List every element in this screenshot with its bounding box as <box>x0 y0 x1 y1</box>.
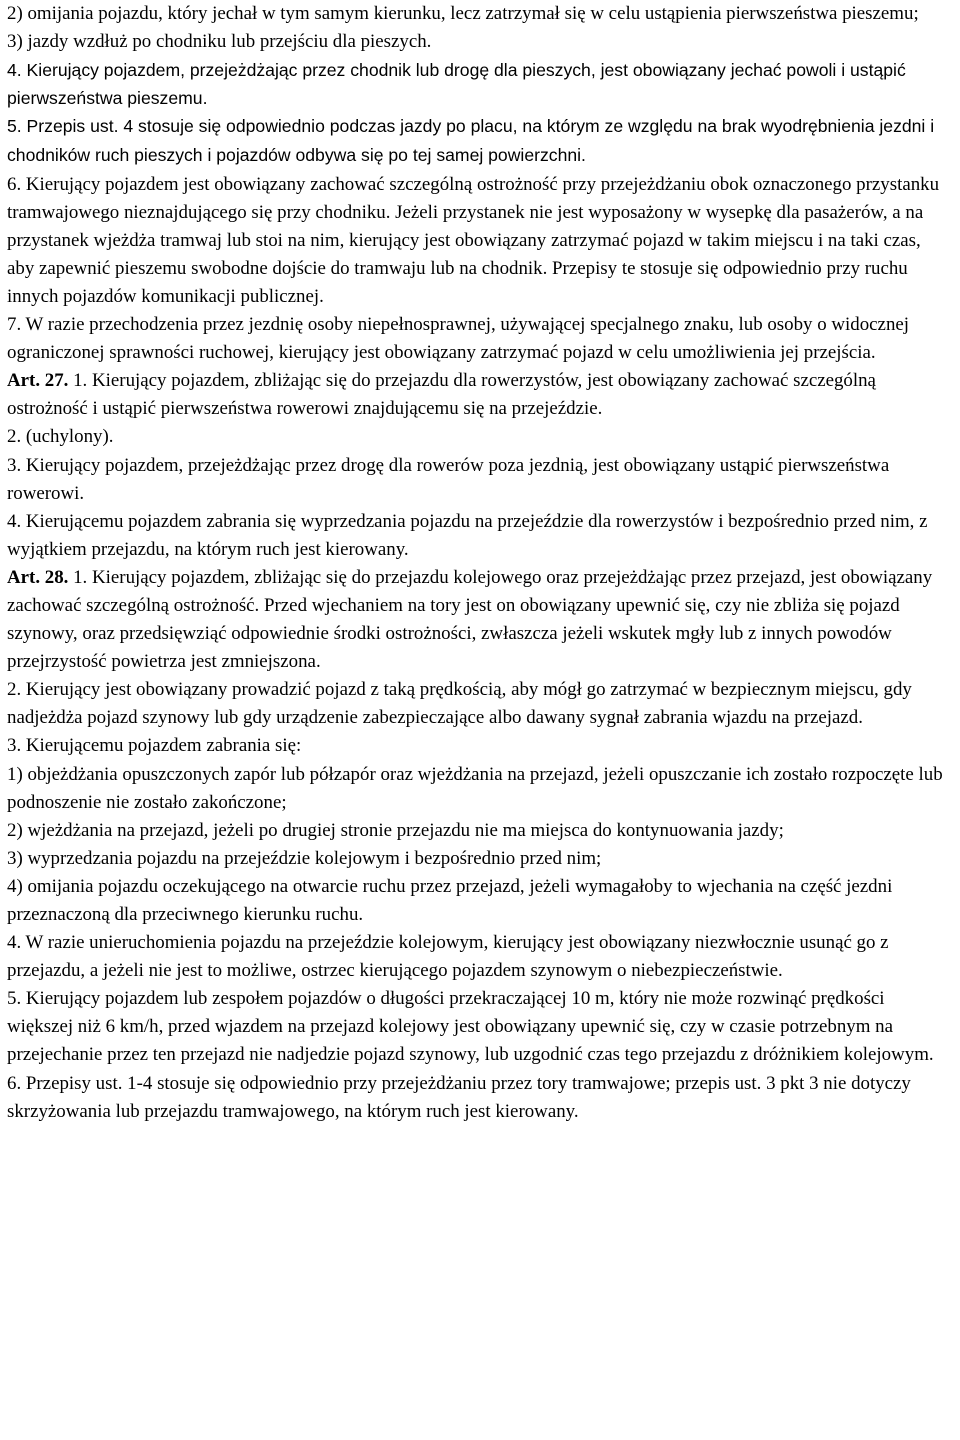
paragraph-item-2: 2) omijania pojazdu, który jechał w tym samym kierunku, lecz zatrzymał się w celu ustąpienia pierwszeństwa pieszemu; <box>7 3 919 24</box>
article-28 <box>7 564 952 676</box>
paragraph-item-3: 3) jazdy wzdłuż po chodniku lub przejściu dla pieszych. <box>7 31 432 53</box>
article-27-ust-4: 4. Kierującemu pojazdem zabrania się wyprzedzania pojazdu na przejeździe dla rowerzystów i bezpośrednio przed nim, z wyjątkiem przejazdu, na którym ruch jest kierowany. <box>7 510 928 560</box>
article-28-ust-5: 5. Kierujący pojazdem lub zespołem pojazdów o długości przekraczającej 10 m, który nie może rozwinąć prędkości większej niż 6 km/h, przed wjazdem na przejazd kolejowy jest obowiązany upewnić się, czy w czasie potrzebnym na przejechanie przez ten przejazd nie nadjedzie pojazd szynowy, lub uzgodnić czas tego przejazdu z dróżnikiem kolejowym. <box>7 988 934 1066</box>
paragraph-ust-6: 6. Kierujący pojazdem jest obowiązany zachować szczególną ostrożność przy przejeżdżaniu obok oznaczonego przystanku tramwajowego nieznajdującego się przy chodniku. Jeżeli przystanek nie jest wyposażony w wysepkę dla pasażerów, a na przystanek wjeżdża tramwaj lub stoi na nim, kierujący jest obowiązany zatrzymać pojazd w takim miejscu i na taki czas, aby zapewnić pieszemu swobodne dojście do tramwaju lub na chodnik. Przepisy te stosuje się odpowiednio przy ruchu innych pojazdów komunikacji publicznej. <box>7 173 940 307</box>
article-28-ust-3: 3. Kierującemu pojazdem zabrania się: <box>7 735 302 757</box>
article-28-ust-4: 4. W razie unieruchomienia pojazdu na przejeździe kolejowym, kierujący jest obowiązany niezwłocznie usunąć go z przejazdu, a jeżeli nie jest to możliwe, ostrzec kierującego pojazdem szynowym o niebezpieczeństwie. <box>7 932 889 982</box>
article-28-ust-2: 2. Kierujący jest obowiązany prowadzić pojazd z taką prędkością, aby mógł go zatrzymać w bezpiecznym miejscu, gdy nadjeżdża pojazd szynowy lub gdy urządzenie zabezpieczające albo dawany sygnał zabrania wjazdu na przejazd. <box>7 679 912 729</box>
article-27-ust-3: 3. Kierujący pojazdem, przejeżdżając przez drogę dla rowerów poza jezdnią, jest obowiązany ustąpić pierwszeństwa rowerowi. <box>7 454 890 504</box>
article-27-heading: Art. 27. <box>7 370 69 392</box>
paragraph-ust-5-text: 4 stosuje się odpowiednio podczas jazdy po placu, na którym ze względu na brak wyodrębnienia jezdni i chodników ruch pieszych i pojazdów odbywa się po tej samej powierzchni. <box>7 116 935 166</box>
article-27 <box>7 367 952 423</box>
paragraph-ust-5-lead: 5. Przepis ust. <box>7 116 119 137</box>
article-28-ust-3-item-1: 1) objeżdżania opuszczonych zapór lub półzapór oraz wjeżdżania na przejazd, jeżeli opuszczanie ich zostało rozpoczęte lub podnoszenie nie zostało zakończone; <box>7 763 943 813</box>
article-28-ust-6: 6. Przepisy ust. 1-4 stosuje się odpowiednio przy przejeżdżaniu przez tory tramwajowe; przepis ust. 3 pkt 3 nie dotyczy skrzyżowania lub przejazdu tramwajowego, na którym ruch jest kierowany. <box>7 1072 911 1122</box>
article-27-ust-2: 2. (uchylony). <box>7 426 114 448</box>
article-28-ust-3-item-2: 2) wjeżdżania na przejazd, jeżeli po drugiej stronie przejazdu nie ma miejsca do kontynuowania jazdy; <box>7 819 784 841</box>
paragraph-ust-7: 7. W razie przechodzenia przez jezdnię osoby niepełnosprawnej, używającej specjalnego znaku, lub osoby o widocznej ograniczonej sprawności ruchowej, kierujący jest obowiązany zatrzymać pojazd w celu umożliwienia jej przejścia. <box>7 314 910 364</box>
article-28-heading: Art. 28. <box>7 566 69 588</box>
paragraph-ust-4: 4. Kierujący pojazdem, przejeżdżając przez chodnik lub drogę dla pieszych, jest obowiązany jechać powoli i ustąpić pierwszeństwa pieszemu. <box>7 60 906 109</box>
article-28-ust-3-item-3: 3) wyprzedzania pojazdu na przejeździe kolejowym i bezpośrednio przed nim; <box>7 847 602 869</box>
article-28-text: 1. Kierujący pojazdem, zbliżając się do przejazdu kolejowego oraz przejeżdżając przez przejazd, jest obowiązany zachować szczególną ostrożność. Przed wjechaniem na tory jest on obowiązany upewnić się, czy nie zbliża się pojazd szynowy, oraz przedsięwziąć odpowiednie środki ostrożności, zwłaszcza jeżeli wskutek mgły lub z innych powodów przejrzystość powietrza jest zmniejszona. <box>7 566 933 673</box>
article-28-ust-3-item-4: 4) omijania pojazdu oczekującego na otwarcie ruchu przez przejazd, jeżeli wymagałoby to wjechania na część jezdni przeznaczoną dla przeciwnego kierunku ruchu. <box>7 875 893 925</box>
article-27-text: 1. Kierujący pojazdem, zbliżając się do przejazdu dla rowerzystów, jest obowiązany zachować szczególną ostrożność i ustąpić pierwszeństwa rowerowi znajdującemu się na przejeździe. <box>7 370 876 420</box>
paragraph-ust-5 <box>7 112 952 170</box>
